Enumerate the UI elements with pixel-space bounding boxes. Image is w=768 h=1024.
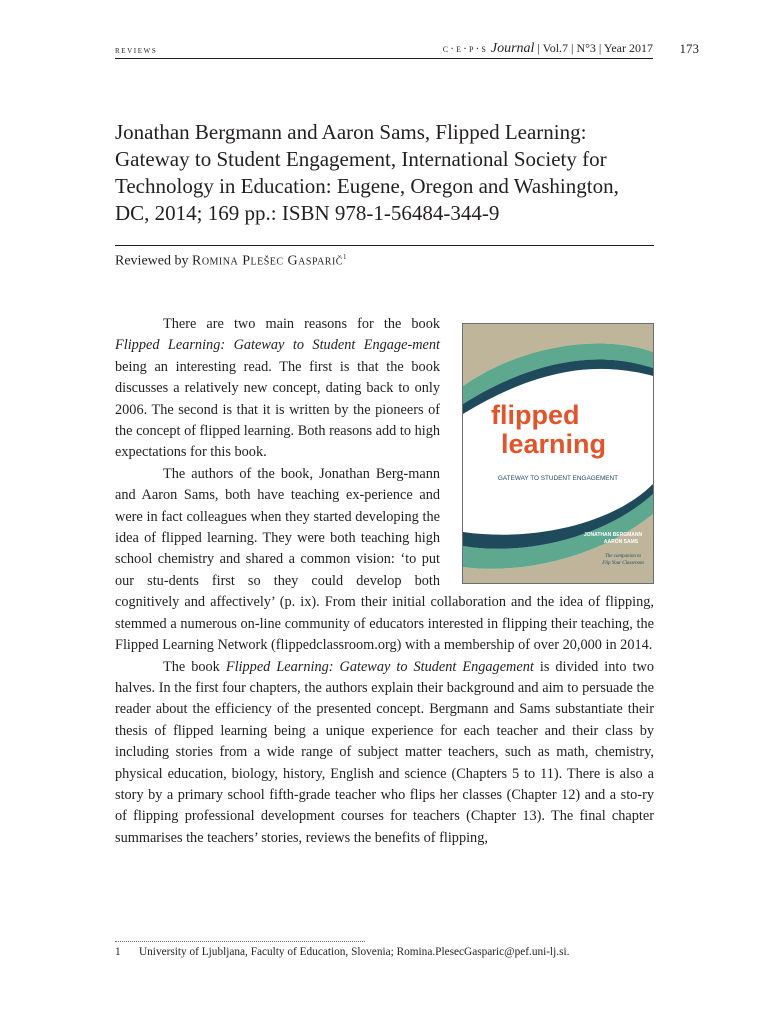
p1-text-b: being an interesting read. The first is that the book discusses a relatively new concept, dating back to only 2006. The second is that it is written by the pioneers of the concept of flipped learning. Both reasons add to high expectations for this book. [115, 358, 440, 461]
cover-title-line1: flipped [491, 400, 580, 430]
cover-tagline2: Flip Your Classroom [602, 561, 644, 566]
review-body [115, 314, 654, 849]
footnote-rule [115, 941, 365, 942]
review-title: Jonathan Bergmann and Aaron Sams, Flipped Learning: Gateway to Student Engagement, International Society for Technology in Education: Eugene, Oregon and Washington, DC, 2014; 169 pp.: ISBN 978-1-56484-344-9 [115, 120, 619, 225]
cover-author1: JONATHAN BERGMANN [583, 532, 643, 538]
footnote-text: University of Ljubljana, Faculty of Education, Slovenia; Romina.PlesecGasparic@pef.uni-lj.si. [139, 946, 570, 958]
p3-text-a: The book [163, 658, 226, 675]
cover-author2: AARON SAMS [603, 539, 639, 545]
p3-text-b: is divided into two halves. In the first four chapters, the authors explain their background and aim to persuade the reader about the efficiency of the presented concept. Bergmann and Sams substantiate their thesis of flipped learning being a unique experience for each teacher and their class by including stories from a wide range of subject matter teachers, such as math, chemistry, physical education, biology, history, English and science (Chapters 5 to 11). There is also a story by a primary school fifth-grade teacher who flips her classes (Chapter 12) and a sto-ry of flipping professional development courses for teachers (Chapter 13). The final chapter summarises the teachers’ stories, reviews the benefits of flipping, [115, 658, 654, 846]
paragraph-3 [115, 657, 654, 850]
running-header [115, 40, 699, 60]
book-cover-image [462, 323, 654, 584]
cover-title-line2: learning [501, 429, 607, 459]
paragraph-2: The authors of the book, Jonathan Berg-mann and Aaron Sams, both have teaching ex-perience and were in fact colleagues when they started developing the idea of flipped learning. They were both teaching high school chemistry and shared a common vision: ‘to put our stu-dents first so they could develop both cognitively and affectively’ (p. ix). From their initial collaboration and the idea of flipping, stemmed a numerous on-line community of educators interested in flipping their teaching, the Flipped Learning Network (flippedclassroom.org) with a membership of over 20,000 in 2014. [115, 465, 654, 654]
section-label: reviews [115, 45, 158, 56]
cover-tagline1: The companion to [604, 554, 642, 559]
cover-subtitle: GATEWAY TO STUDENT ENGAGEMENT [497, 475, 619, 482]
footnote-mark: 1 [342, 253, 347, 261]
title-rule [115, 245, 654, 246]
p3-book-title: Flipped Learning: Gateway to Student Engagement [225, 658, 534, 675]
reviewer-line [115, 253, 346, 270]
p1-text-a: There are two main reasons for the book [163, 316, 440, 332]
p1-book-title: Flipped Learning: Gateway to Student Engage-ment [115, 337, 440, 354]
page-number: 173 [679, 41, 699, 56]
journal-word: Journal [490, 41, 535, 56]
journal-details: | Vol.7 | N°3 | Year 2017 [537, 41, 653, 55]
journal-brand: c·e·p·s [442, 41, 488, 55]
reviewer-name: Romina Plešec Gasparič [191, 253, 343, 269]
header-rule [115, 58, 653, 59]
journal-info [443, 41, 653, 57]
reviewer-prefix: Reviewed by [115, 253, 189, 269]
book-cover-art [463, 324, 653, 583]
footnote [115, 946, 675, 958]
footnote-number: 1 [115, 946, 121, 958]
